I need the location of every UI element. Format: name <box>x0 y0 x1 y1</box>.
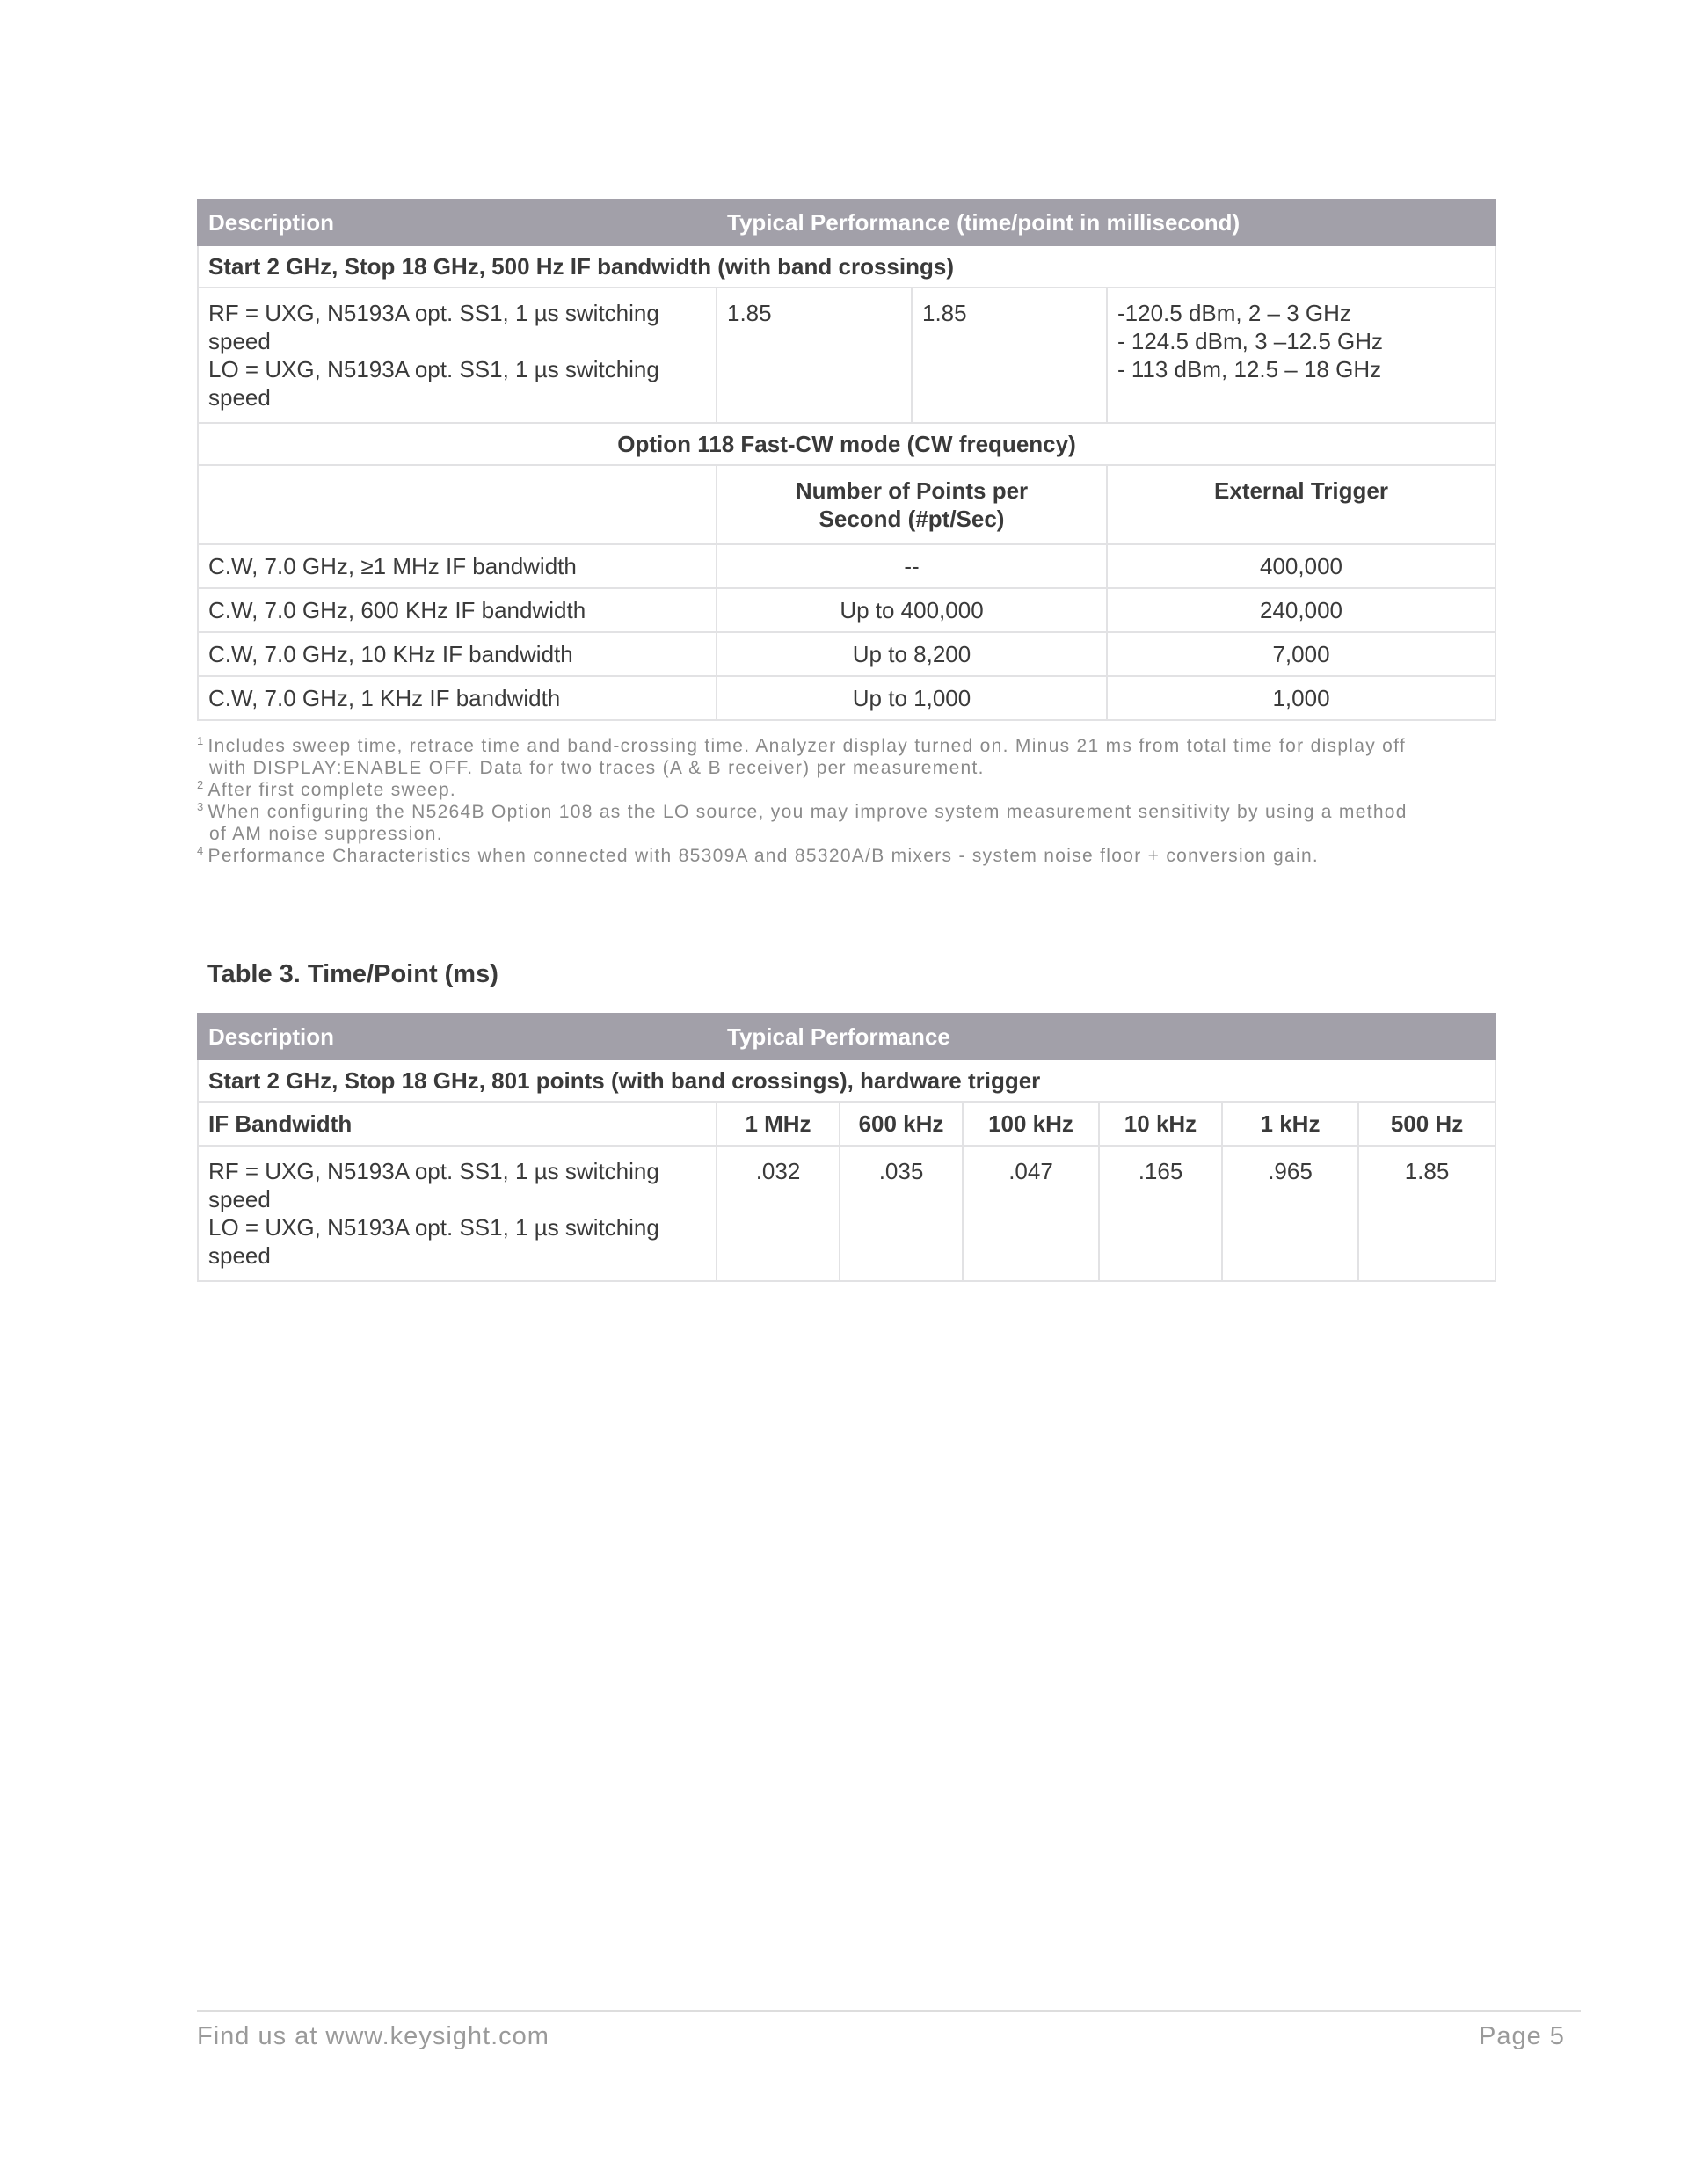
header-description: Description <box>198 1014 717 1059</box>
footnote-text: When configuring the N5264B Option 108 as the LO source, you may improve system measurement sensitivity by using a method of AM noise suppression. <box>207 802 1408 844</box>
value-cell: .965 <box>1222 1146 1358 1281</box>
bandwidth-header: 500 Hz <box>1358 1102 1495 1146</box>
table-row <box>198 288 1495 423</box>
points-per-second-header <box>717 465 1107 544</box>
noise-line: - 113 dBm, 12.5 – 18 GHz <box>1117 356 1382 382</box>
external-cell: 1,000 <box>1107 676 1495 720</box>
footnote-number: 2 <box>197 778 205 791</box>
desc-line: RF = UXG, N5193A opt. SS1, 1 µs switching speed <box>208 300 659 354</box>
row-description: C.W, 7.0 GHz, ≥1 MHz IF bandwidth <box>198 544 717 588</box>
footnote-text: Performance Characteristics when connected with 85309A and 85320A/B mixers - system noise floor + conversion gain. <box>207 846 1320 866</box>
table-row <box>198 632 1495 676</box>
value-cell: .032 <box>717 1146 840 1281</box>
bandwidth-header: 1 MHz <box>717 1102 840 1146</box>
value-cell: 1.85 <box>912 288 1107 423</box>
footnote-text: After first complete sweep. <box>207 780 457 800</box>
row-description: C.W, 7.0 GHz, 1 KHz IF bandwidth <box>198 676 717 720</box>
section-heading: Start 2 GHz, Stop 18 GHz, 500 Hz IF bandwidth (with band crossings) <box>198 245 1495 288</box>
empty-cell <box>198 465 717 544</box>
page-number: Page 5 <box>1479 2022 1565 2050</box>
table-row <box>198 1146 1495 1281</box>
footnote-number: 3 <box>197 800 205 813</box>
row-description <box>198 288 717 423</box>
footer-divider <box>197 2010 1581 2012</box>
value-cell: .035 <box>840 1146 963 1281</box>
bandwidth-header: 100 kHz <box>963 1102 1099 1146</box>
desc-line: RF = UXG, N5193A opt. SS1, 1 µs switching speed <box>208 1158 659 1212</box>
desc-line: LO = UXG, N5193A opt. SS1, 1 µs switching speed <box>208 1214 659 1269</box>
footnote <box>197 801 1428 845</box>
footnote-text: Includes sweep time, retrace time and band-crossing time. Analyzer display turned on. Minus 21 ms from total time for display off with DISPLAY:ENABLE OFF. Data for two traces (A & B receiver) per measurement. <box>207 736 1407 778</box>
time-point-table <box>197 1013 1496 1282</box>
points-cell: Up to 1,000 <box>717 676 1107 720</box>
value-cell: .165 <box>1099 1146 1222 1281</box>
row-description: C.W, 7.0 GHz, 10 KHz IF bandwidth <box>198 632 717 676</box>
points-cell: -- <box>717 544 1107 588</box>
bandwidth-header: 10 kHz <box>1099 1102 1222 1146</box>
header-performance: Typical Performance (time/point in millisecond) <box>717 200 1495 245</box>
noise-line: - 124.5 dBm, 3 –12.5 GHz <box>1117 328 1384 354</box>
value-cell: .047 <box>963 1146 1099 1281</box>
table-row <box>198 588 1495 632</box>
bandwidth-row <box>198 1102 1495 1146</box>
section-heading: Start 2 GHz, Stop 18 GHz, 801 points (with band crossings), hardware trigger <box>198 1059 1495 1102</box>
row-description: C.W, 7.0 GHz, 600 KHz IF bandwidth <box>198 588 717 632</box>
noise-line: -120.5 dBm, 2 – 3 GHz <box>1117 300 1351 326</box>
points-cell: Up to 400,000 <box>717 588 1107 632</box>
footnote-number: 1 <box>197 734 205 747</box>
external-cell: 7,000 <box>1107 632 1495 676</box>
header-line: Second (#pt/Sec) <box>819 506 1005 532</box>
footnote <box>197 845 1428 867</box>
header-line: Number of Points per <box>795 477 1029 504</box>
value-cell: 1.85 <box>1358 1146 1495 1281</box>
if-bandwidth-label: IF Bandwidth <box>198 1102 717 1146</box>
noise-floor-cell <box>1107 288 1495 423</box>
header-description: Description <box>198 200 717 245</box>
bandwidth-header: 600 kHz <box>840 1102 963 1146</box>
subheader-row <box>198 465 1495 544</box>
table-row <box>198 676 1495 720</box>
performance-table <box>197 199 1496 721</box>
section-heading: Option 118 Fast-CW mode (CW frequency) <box>198 423 1495 465</box>
bandwidth-header: 1 kHz <box>1222 1102 1358 1146</box>
table-row <box>198 544 1495 588</box>
header-performance: Typical Performance <box>717 1014 1495 1059</box>
points-cell: Up to 8,200 <box>717 632 1107 676</box>
footer-website: Find us at www.keysight.com <box>197 2022 549 2050</box>
external-cell: 240,000 <box>1107 588 1495 632</box>
footnote <box>197 735 1428 779</box>
table-title: Table 3. Time/Point (ms) <box>207 960 498 988</box>
footnotes <box>197 735 1428 867</box>
footnote <box>197 779 1428 801</box>
footnote-number: 4 <box>197 844 205 857</box>
value-cell: 1.85 <box>717 288 912 423</box>
row-description <box>198 1146 717 1281</box>
desc-line: LO = UXG, N5193A opt. SS1, 1 µs switching speed <box>208 356 659 411</box>
external-trigger-header: External Trigger <box>1107 465 1495 544</box>
external-cell: 400,000 <box>1107 544 1495 588</box>
